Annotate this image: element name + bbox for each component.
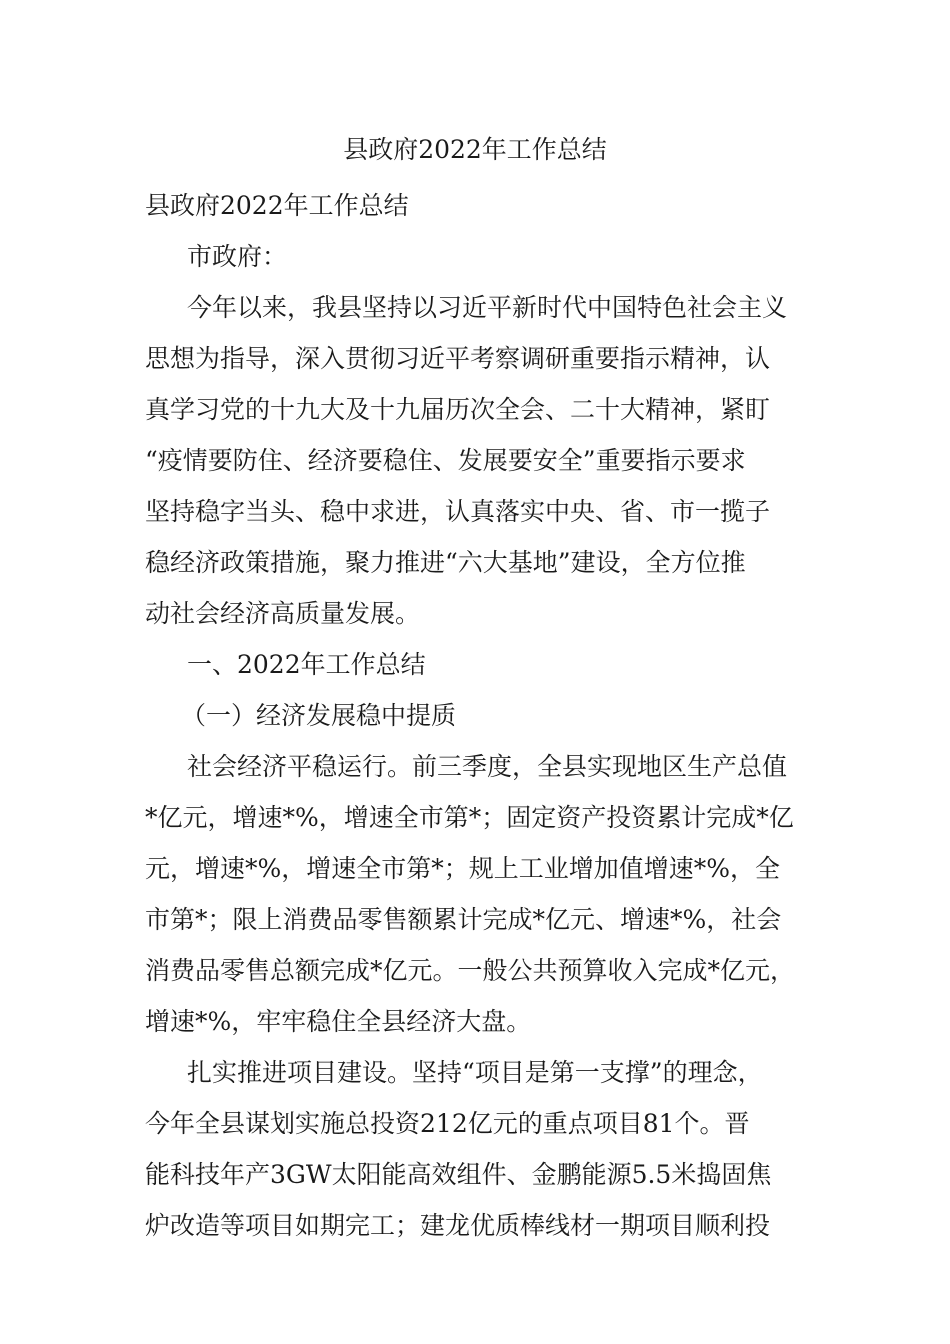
paragraph-line: 增速*%，牢牢稳住全县经济大盘。 <box>145 1007 532 1036</box>
paragraph-line: 炉改造等项目如期完工；建龙优质棒线材一期项目顺利投 <box>145 1211 771 1240</box>
paragraph-line: 社会经济平稳运行。前三季度，全县实现地区生产总值 <box>187 752 788 781</box>
paragraph-line: 动社会经济高质量发展。 <box>145 599 421 628</box>
document-title: 县政府2022年工作总结 <box>343 135 607 164</box>
subsection-heading: （一）经济发展稳中提质 <box>181 701 457 730</box>
paragraph-line: 元，增速*%，增速全市第*；规上工业增加值增速*%，全 <box>145 854 781 883</box>
paragraph-line: 今年全县谋划实施总投资212亿元的重点项目81个。晋 <box>145 1109 750 1138</box>
document-body <box>145 180 825 1251</box>
paragraph-line: *亿元，增速*%，增速全市第*；固定资产投资累计完成*亿 <box>145 803 794 832</box>
paragraph-line: 稳经济政策措施，聚力推进“六大基地”建设，全方位推 <box>145 548 746 577</box>
paragraph-line: 能科技年产3GW太阳能高效组件、金鹏能源5.5米捣固焦 <box>145 1160 772 1189</box>
paragraph-line: 思想为指导，深入贯彻习近平考察调研重要指示精神，认 <box>145 344 771 373</box>
salutation: 市政府： <box>187 242 288 271</box>
subtitle-line: 县政府2022年工作总结 <box>145 191 409 220</box>
paragraph-line: “疫情要防住、经济要稳住、发展要安全”重要指示要求 <box>145 446 746 475</box>
section-heading: 一、2022年工作总结 <box>187 650 426 679</box>
paragraph-line: 消费品零售总额完成*亿元。一般公共预算收入完成*亿元， <box>145 956 796 985</box>
paragraph-line: 今年以来，我县坚持以习近平新时代中国特色社会主义 <box>187 293 788 322</box>
paragraph-line: 坚持稳字当头、稳中求进，认真落实中央、省、市一揽子 <box>145 497 771 526</box>
paragraph-line: 扎实推进项目建设。坚持“项目是第一支撑”的理念， <box>187 1058 763 1087</box>
paragraph-line: 真学习党的十九大及十九届历次全会、二十大精神，紧盯 <box>145 395 771 424</box>
paragraph-line: 市第*；限上消费品零售额累计完成*亿元、增速*%，社会 <box>145 905 782 934</box>
